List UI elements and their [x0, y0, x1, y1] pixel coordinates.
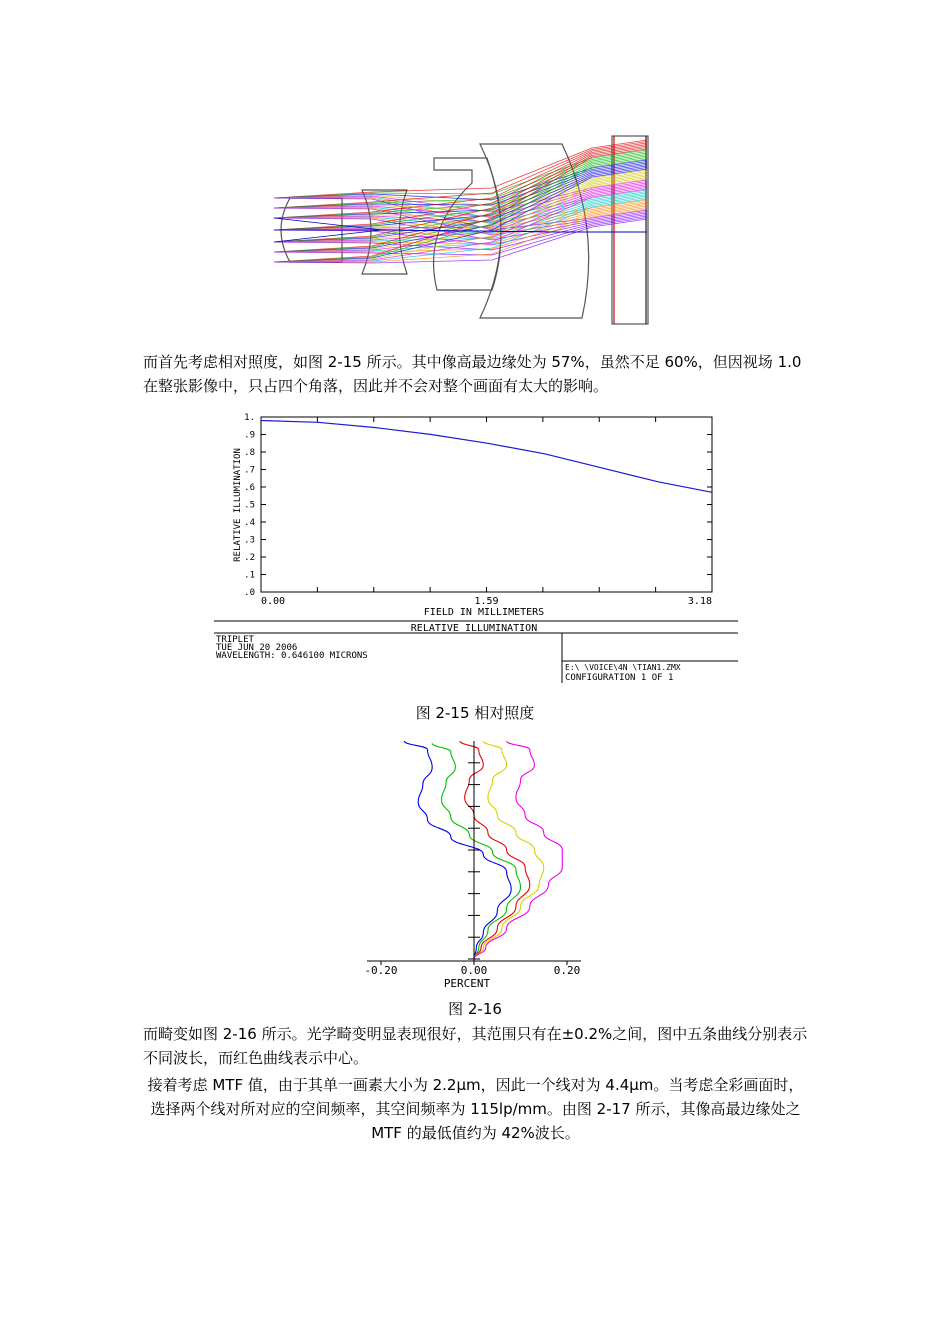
light-ray	[274, 182, 647, 218]
light-ray	[274, 140, 647, 198]
y-tick-label: .4	[244, 518, 255, 528]
distortion-curve-5	[474, 741, 562, 959]
y-tick-label: .1	[244, 570, 255, 581]
paragraph-relative-illumination: 而首先考虑相对照度，如图 2-15 所示。其中像高最边缘处为 57%，虽然不足 60%，但因视场 1.0 在整张影像中，只占四个角落，因此并不会对整个画面有太大的影响。	[143, 353, 802, 395]
x-tick-label: 1.59	[474, 596, 499, 607]
footer-line2: TUE JUN 20 2006	[216, 643, 298, 653]
lens-layout-figure	[262, 128, 712, 330]
footer-file: E:\ \VOICE\4N \TIAN1.ZMX	[565, 663, 681, 672]
footer-line1: TRIPLET	[216, 635, 254, 645]
footer-config: CONFIGURATION 1 OF 1	[565, 673, 674, 683]
paragraph-mtf: 接着考虑 MTF 值，由于其单一画素大小为 2.2μm，因此一个线对为 4.4μm。当考虑全彩画面时，选择两个线对所对应的空间频率，其空间频率为 115lp/mm。由图 2-17 所示，其像高最边缘处之 MTF 的最低值约为 42%波长。	[147, 1076, 804, 1142]
y-tick-label: .2	[244, 553, 255, 563]
x-tick-label: 0.00	[261, 596, 286, 607]
chart-title: RELATIVE ILLUMINATION	[410, 623, 538, 634]
distortion-curve-1	[404, 741, 511, 959]
x-tick-label: 0.20	[553, 964, 581, 977]
x-tick-label: 3.18	[687, 596, 712, 607]
y-tick-label: 1.	[244, 413, 255, 423]
relative-illumination-chart	[214, 405, 738, 683]
y-axis-label: RELATIVE ILLUMINATION	[233, 448, 243, 562]
footer-line3: WAVELENGTH: 0.646100 MICRONS	[216, 651, 368, 661]
x-tick-label: 0.00	[460, 964, 488, 977]
y-tick-label: .7	[244, 465, 255, 476]
x-tick-label: -0.20	[364, 964, 398, 977]
y-tick-label: .5	[244, 500, 255, 511]
x-axis-label: FIELD IN MILLIMETERS	[423, 607, 545, 618]
y-tick-label: .3	[244, 535, 255, 546]
figure-caption-2-15: 图 2-15 相对照度	[415, 704, 535, 722]
distortion-chart	[355, 727, 595, 992]
y-tick-label: .9	[244, 430, 255, 441]
x-axis-label: PERCENT	[443, 977, 491, 990]
y-tick-label: .0	[244, 588, 255, 598]
distortion-curve-4	[474, 741, 544, 959]
paragraph-distortion: 而畸变如图 2-16 所示。光学畸变明显表现很好，其范围只有在±0.2%之间，图中五条曲线分别表示不同波长，而红色曲线表示中心。	[143, 1025, 808, 1067]
figure-caption-2-16: 图 2-16	[448, 1000, 502, 1018]
y-tick-label: .6	[244, 483, 255, 493]
y-tick-label: .8	[244, 448, 255, 458]
